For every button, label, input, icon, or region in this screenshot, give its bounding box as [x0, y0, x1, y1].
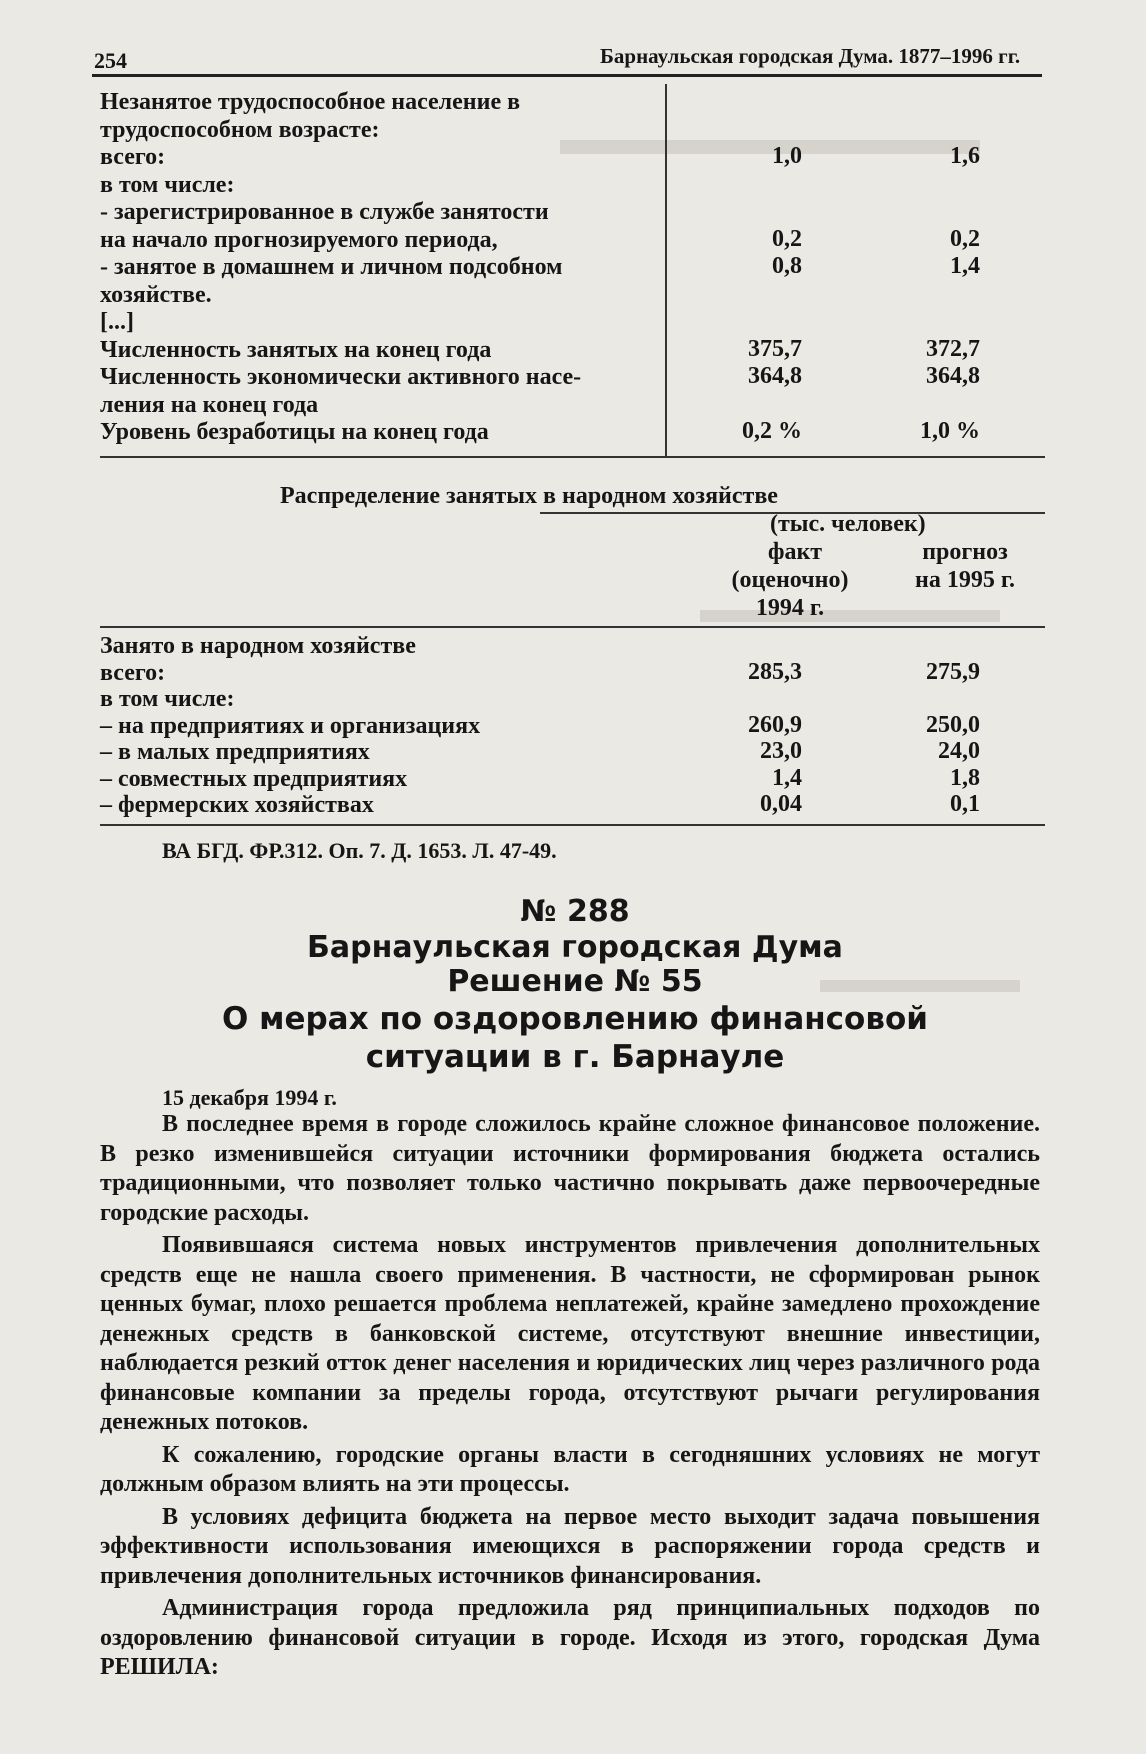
table2-cell-forecast: 250,0 [926, 711, 980, 738]
decision-body [100, 1110, 1040, 1686]
table2-head-rule [100, 626, 1045, 628]
table2-bottom-rule [100, 824, 1045, 826]
table2-row-label: в том числе: [100, 686, 235, 712]
table1-cell-fact: 364,8 [748, 363, 802, 389]
page-number: 254 [94, 48, 127, 73]
paragraph: В условиях дефицита бюджета на первое место выходит задача повышения эффективности использования имеющихся в распоряжении города средств и привлечения дополнительных источников финансирования. [100, 1503, 1040, 1589]
table2-cell-fact: 1,4 [772, 764, 802, 791]
col2-head-year: на 1995 г. [914, 567, 1016, 593]
table2-row-label: – в малых предприятиях [100, 739, 370, 765]
table1-row-label: хозяйстве. [100, 281, 212, 308]
table2-row-label: – на предприятиях и организациях [100, 712, 481, 739]
table2-cell-fact: 260,9 [748, 711, 802, 738]
table1-row-label: Незанятое трудоспособное население в [100, 89, 521, 115]
paragraph: Появившаяся система новых инструментов привлечения дополнительных средств еще не нашла своего применения. В частности, не сформирован рынок ценных бумаг, плохо решается проблема неплатежей, крайне замедлено прохождение денежных средств в банковской системе, отсутствуют внешние инвестиции, наблюдается резкий отток денег населения и юридических лиц через различного рода финансовые компании за пределы города, отсутствуют рычаги регулирования денежных потоков. [100, 1232, 1040, 1435]
paragraph: Администрация города предложила ряд принципиальных подходов по оздоровлению финансовой ситуации в городе. Исходя из этого, городская Дума РЕШИЛА: [100, 1595, 1040, 1680]
document-organ: Барнаульская городская Дума [307, 930, 843, 965]
table2-unit: (тыс. человек) [770, 511, 926, 537]
running-title: Барнаульская городская Дума. 1877–1996 гг. [600, 44, 1021, 68]
table1-row-label: ления на конец года [100, 391, 319, 418]
table1-row-label: Уровень безработицы на конец года [100, 419, 489, 445]
table1-row-label: Численность занятых на конец года [100, 336, 492, 363]
table2-cell-fact: 23,0 [760, 738, 802, 764]
col1-head-year: 1994 г. [755, 595, 825, 621]
table1-row-label: - зарегистрированное в службе занятости [100, 199, 549, 225]
table1-row-label: в том числе: [100, 171, 235, 198]
paragraph: В последнее время в городе сложилось крайне сложное финансовое положение. В резко изменившейся ситуации источники формирования бюджета остались традиционными, что позволяет только частично покрывать даже первоочередные городские расходы. [100, 1111, 1040, 1226]
table1-row-label: на начало прогнозируемого периода, [100, 226, 498, 253]
table2-cell-forecast: 1,8 [950, 764, 980, 791]
table1-cell-forecast: 1,6 [950, 143, 980, 169]
table1-cell-fact: 0,8 [772, 253, 802, 279]
table2-row-label: Занято в народном хозяйстве [100, 633, 416, 659]
table1-cell-forecast: 364,8 [926, 363, 980, 389]
table1-cell-fact: 375,7 [748, 335, 802, 362]
table2-row-label: – фермерских хозяйствах [100, 792, 374, 818]
paragraph: К сожалению, городские органы власти в сегодняшних условиях не могут должным образом влиять на эти процессы. [100, 1441, 1040, 1497]
table1-cell-fact: 0,2 [772, 225, 802, 252]
table2-cell-forecast: 0,1 [950, 791, 980, 817]
table1-row-label: трудоспособном возрасте: [100, 116, 380, 143]
table2-cell-fact: 285,3 [748, 658, 802, 685]
table1-row-label: - занятое в домашнем и личном подсобном [100, 254, 563, 280]
table1-cell-fact: 1,0 [772, 143, 802, 169]
document-date: 15 декабря 1994 г. [162, 1085, 337, 1110]
table2-cell-fact: 0,04 [760, 791, 802, 817]
decision-number: Решение № 55 [447, 964, 703, 999]
table1-cell-forecast: 0,2 [950, 225, 980, 252]
table1-column-divider [665, 84, 667, 458]
table1-cell-fact: 0,2 % [742, 418, 802, 444]
table2-row-label: – совместных предприятиях [100, 765, 408, 792]
table2-caption: Распределение занятых в народном хозяйстве [280, 483, 778, 509]
table2-row-label: всего: [100, 659, 166, 686]
table1-row-label: [...] [100, 309, 134, 335]
col1-head-fact: факт [767, 539, 823, 565]
document-title-line: ситуации в г. Барнауле [365, 1039, 785, 1075]
table1-cell-forecast: 1,4 [950, 253, 980, 279]
document-title [150, 1000, 1000, 1076]
col1-head-estimate: (оценочно) [731, 567, 849, 593]
col2-head-forecast: прогноз [922, 539, 1008, 565]
table1-row-label: всего: [100, 144, 166, 170]
table1-cell-forecast: 372,7 [926, 335, 980, 362]
table1-bottom-rule [100, 456, 1045, 458]
table2-cell-forecast: 24,0 [938, 738, 980, 764]
header-rule [92, 74, 1042, 77]
table2-cell-forecast: 275,9 [926, 658, 980, 685]
document-number: № 288 [520, 894, 630, 929]
archive-source: ВА БГД. ФР.312. Оп. 7. Д. 1653. Л. 47-49. [162, 838, 557, 863]
table1-row-label: Численность экономически активного насе- [100, 364, 582, 390]
table1-cell-forecast: 1,0 % [920, 418, 980, 444]
document-title-line: О мерах по оздоровлению финансовой [221, 1001, 928, 1037]
